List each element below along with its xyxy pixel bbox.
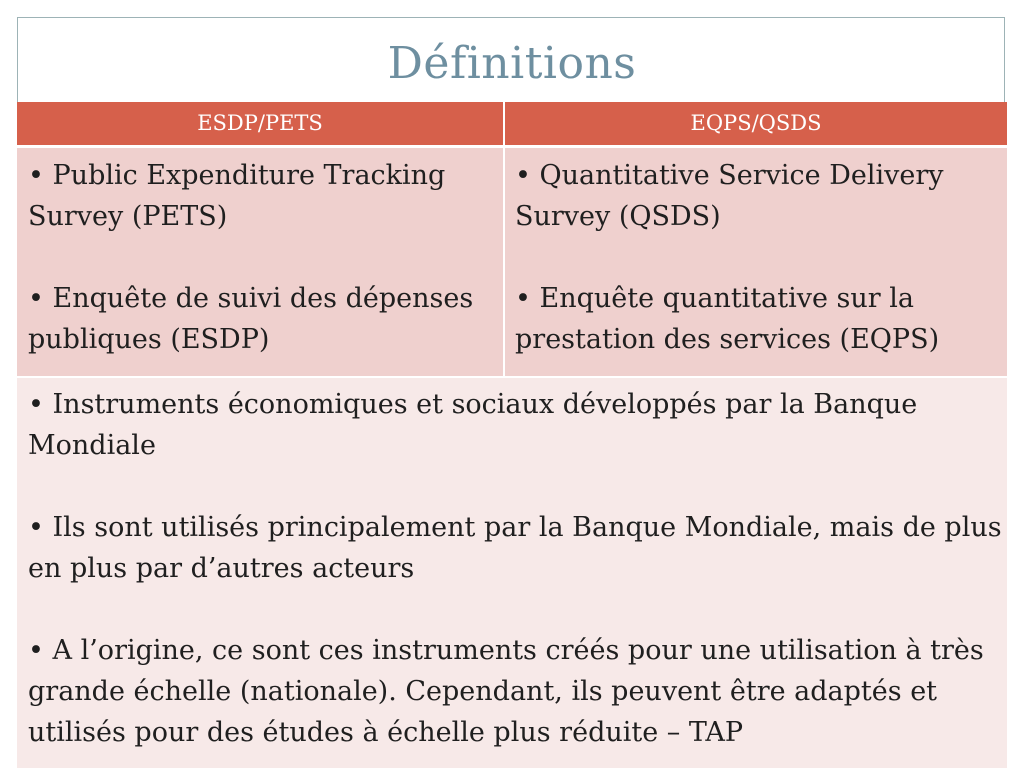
table-header-row (17, 102, 1007, 148)
header-eqps-qsds: EQPS/QSDS (690, 111, 822, 135)
bullet-eqps: • Enquête quantitative sur la prestation des services (EQPS) (515, 283, 940, 355)
bullet-pets: • Public Expenditure Tracking Survey (PETS) (28, 160, 446, 232)
cell-merged (17, 378, 1007, 753)
bullet-esdp: • Enquête de suivi des dépenses publiques (ESDP) (28, 283, 474, 355)
cell-esdp-pets (17, 148, 503, 360)
bullet-instruments: • Instruments économiques et sociaux développés par la Banque Mondiale (28, 389, 918, 461)
bullet-qsds: • Quantitative Service Delivery Survey (QSDS) (515, 160, 944, 232)
slide-title: Définitions (387, 38, 637, 89)
bullet-origin: • A l’origine, ce sont ces instruments créés pour une utilisation à très grande échelle (nationale). Cependant, ils peuvent être adaptés et utilisés pour des études à échelle plus réduite – TAP (28, 635, 984, 748)
table-row-merged (17, 376, 1007, 768)
cell-eqps-qsds (505, 148, 1005, 360)
bullet-usage: • Ils sont utilisés principalement par la Banque Mondiale, mais de plus en plus par d’autres acteurs (28, 512, 1002, 584)
header-esdp-pets: ESDP/PETS (197, 111, 323, 135)
table-row-definitions (17, 148, 1007, 376)
definitions-table (17, 102, 1007, 768)
